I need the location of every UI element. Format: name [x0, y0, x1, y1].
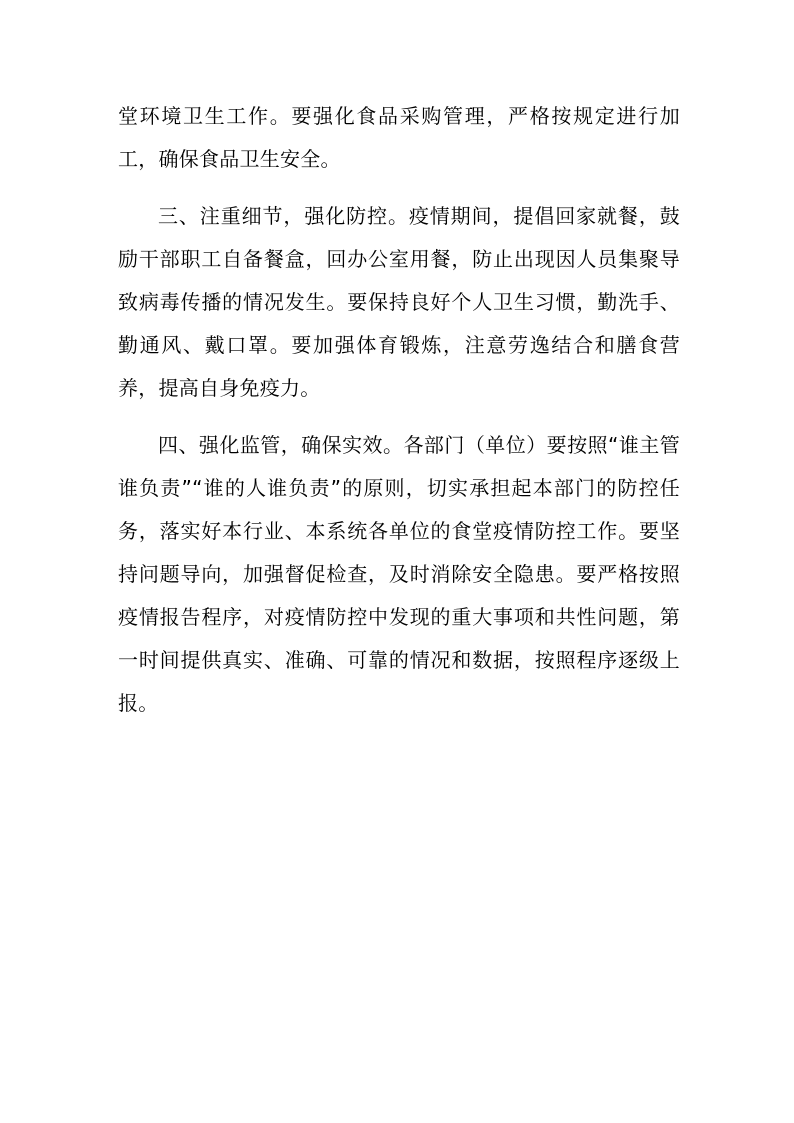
paragraph-continuation: 堂环境卫生工作。要强化食品采购管理，严格按规定进行加工，确保食品卫生安全。: [118, 104, 680, 171]
paragraph-section-four: 四、强化监管，确保实效。各部门（单位）要按照“谁主管谁负责”“谁的人谁负责”的原则，切实承担起本部门的防控任务，落实好本行业、本系统各单位的食堂疫情防控工作。要坚持问题导向，加强督促检查，及时消除安全隐患。要严格按照疫情报告程序，对疫情防控中发现的重大事项和共性问题，第一时间提供真实、准确、可靠的情况和数据，按照程序逐级上报。: [118, 433, 680, 715]
document-body: [118, 95, 680, 725]
paragraph-section-three: 三、注重细节，强化防控。疫情期间，提倡回家就餐，鼓励干部职工自备餐盒，回办公室用餐，防止出现因人员集聚导致病毒传播的情况发生。要保持良好个人卫生习惯，勤洗手、勤通风、戴口罩。要加强体育锻炼，注意劳逸结合和膳食营养，提高自身免疫力。: [118, 204, 680, 400]
